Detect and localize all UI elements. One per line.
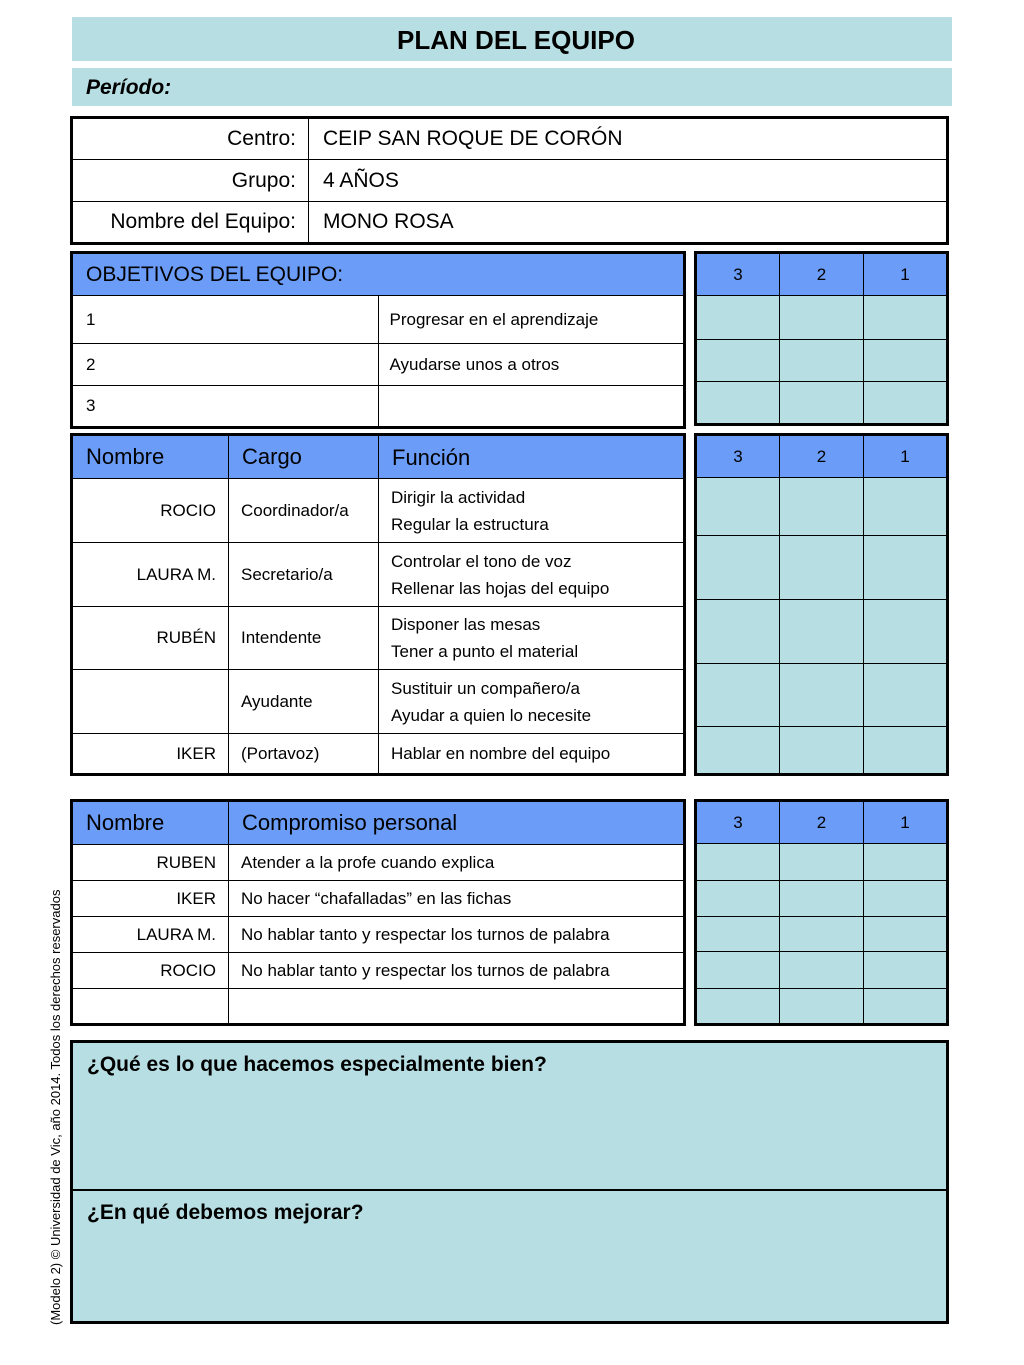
member-function: Disponer las mesas Tener a punto el material	[379, 607, 685, 670]
score-cell[interactable]	[780, 382, 864, 425]
score-header-1: 1	[864, 253, 948, 296]
score-cell[interactable]	[864, 664, 948, 727]
member-name	[72, 670, 229, 734]
score-header-2: 2	[780, 801, 864, 844]
member-name	[72, 989, 229, 1025]
commitment-text: No hacer “chafalladas” en las fichas	[229, 881, 685, 917]
member-name: ROCIO	[72, 479, 229, 543]
roles-table	[70, 433, 686, 776]
score-cell[interactable]	[864, 727, 948, 775]
grupo-value: 4 AÑOS	[309, 160, 948, 202]
member-role: Intendente	[229, 607, 379, 670]
score-cell[interactable]	[864, 952, 948, 989]
score-cell[interactable]	[696, 989, 780, 1025]
objective-text	[378, 386, 685, 428]
commitment-text: Atender a la profe cuando explica	[229, 845, 685, 881]
score-cell[interactable]	[864, 536, 948, 600]
table-row	[72, 607, 685, 670]
score-cell[interactable]	[696, 600, 780, 664]
team-name-label: Nombre del Equipo:	[72, 202, 309, 244]
score-cell[interactable]	[696, 664, 780, 727]
score-cell[interactable]	[780, 296, 864, 340]
score-cell[interactable]	[696, 844, 780, 881]
commitment-text: No hablar tanto y respectar los turnos de palabra	[229, 953, 685, 989]
score-cell[interactable]	[864, 296, 948, 340]
score-cell[interactable]	[864, 382, 948, 425]
score-cell[interactable]	[864, 917, 948, 952]
member-name: IKER	[72, 734, 229, 775]
copyright-notice: (Modelo 2) © Universidad de Vic, año 2014. Todos los derechos reservados	[48, 889, 63, 1325]
score-cell[interactable]	[696, 727, 780, 775]
score-cell[interactable]	[864, 881, 948, 917]
objectives-score-grid	[694, 251, 949, 426]
score-cell[interactable]	[696, 478, 780, 536]
team-info-table	[70, 116, 949, 245]
objective-text: Ayudarse unos a otros	[378, 344, 685, 386]
objective-number: 1	[72, 296, 379, 344]
grupo-label: Grupo:	[72, 160, 309, 202]
score-cell[interactable]	[780, 727, 864, 775]
score-header-3: 3	[696, 435, 780, 478]
score-cell[interactable]	[780, 844, 864, 881]
member-name: RUBÉN	[72, 607, 229, 670]
table-row	[72, 845, 685, 881]
member-function: Controlar el tono de voz Rellenar las hojas del equipo	[379, 543, 685, 607]
score-cell[interactable]	[780, 664, 864, 727]
score-header-3: 3	[696, 253, 780, 296]
roles-score-grid	[694, 433, 949, 776]
table-row	[72, 953, 685, 989]
objective-number: 2	[72, 344, 379, 386]
objectives-table	[70, 251, 686, 429]
centro-value: CEIP SAN ROQUE DE CORÓN	[309, 118, 948, 160]
commitments-score-grid	[694, 799, 949, 1026]
table-row	[72, 881, 685, 917]
objectives-header: OBJETIVOS DEL EQUIPO:	[72, 253, 685, 296]
score-header-3: 3	[696, 801, 780, 844]
objective-number: 3	[72, 386, 379, 428]
table-row	[72, 479, 685, 543]
roles-header-name: Nombre	[72, 435, 229, 479]
member-name: IKER	[72, 881, 229, 917]
table-row	[72, 670, 685, 734]
score-cell[interactable]	[780, 952, 864, 989]
period-label: Período:	[71, 67, 953, 107]
member-role: (Portavoz)	[229, 734, 379, 775]
member-function: Dirigir la actividad Regular la estructura	[379, 479, 685, 543]
roles-header-function: Función	[379, 435, 685, 479]
roles-header-role: Cargo	[229, 435, 379, 479]
table-row	[72, 543, 685, 607]
score-header-1: 1	[864, 801, 948, 844]
member-name: RUBEN	[72, 845, 229, 881]
score-cell[interactable]	[864, 340, 948, 382]
commitments-header-name: Nombre	[72, 801, 229, 845]
commitments-header-commitment: Compromiso personal	[229, 801, 685, 845]
reflection-box	[70, 1040, 949, 1324]
score-cell[interactable]	[864, 989, 948, 1025]
score-cell[interactable]	[696, 917, 780, 952]
member-name: LAURA M.	[72, 917, 229, 953]
score-cell[interactable]	[696, 536, 780, 600]
member-function: Hablar en nombre del equipo	[379, 734, 685, 775]
question-strengths[interactable]: ¿Qué es lo que hacemos especialmente bien?	[73, 1043, 946, 1191]
score-cell[interactable]	[780, 536, 864, 600]
score-cell[interactable]	[696, 340, 780, 382]
score-cell[interactable]	[864, 600, 948, 664]
score-cell[interactable]	[696, 952, 780, 989]
score-cell[interactable]	[780, 881, 864, 917]
score-header-2: 2	[780, 253, 864, 296]
member-name: ROCIO	[72, 953, 229, 989]
score-cell[interactable]	[780, 340, 864, 382]
question-improvements[interactable]: ¿En qué debemos mejorar?	[87, 1201, 364, 1224]
team-name-value: MONO ROSA	[309, 202, 948, 244]
score-cell[interactable]	[864, 478, 948, 536]
commitments-table	[70, 799, 686, 1026]
score-header-1: 1	[864, 435, 948, 478]
score-header-2: 2	[780, 435, 864, 478]
member-function: Sustituir un compañero/a Ayudar a quien lo necesite	[379, 670, 685, 734]
objective-text: Progresar en el aprendizaje	[378, 296, 685, 344]
table-row	[72, 734, 685, 775]
centro-label: Centro:	[72, 118, 309, 160]
score-cell[interactable]	[780, 989, 864, 1025]
table-row	[72, 917, 685, 953]
member-role: Secretario/a	[229, 543, 379, 607]
member-role: Ayudante	[229, 670, 379, 734]
score-cell[interactable]	[780, 917, 864, 952]
commitment-text: No hablar tanto y respectar los turnos de palabra	[229, 917, 685, 953]
member-role: Coordinador/a	[229, 479, 379, 543]
score-cell[interactable]	[780, 600, 864, 664]
page-title: PLAN DEL EQUIPO	[71, 16, 953, 62]
commitment-text	[229, 989, 685, 1025]
score-cell[interactable]	[780, 478, 864, 536]
score-cell[interactable]	[696, 881, 780, 917]
score-cell[interactable]	[864, 844, 948, 881]
member-name: LAURA M.	[72, 543, 229, 607]
score-cell[interactable]	[696, 296, 780, 340]
table-row	[72, 989, 685, 1025]
score-cell[interactable]	[696, 382, 780, 425]
